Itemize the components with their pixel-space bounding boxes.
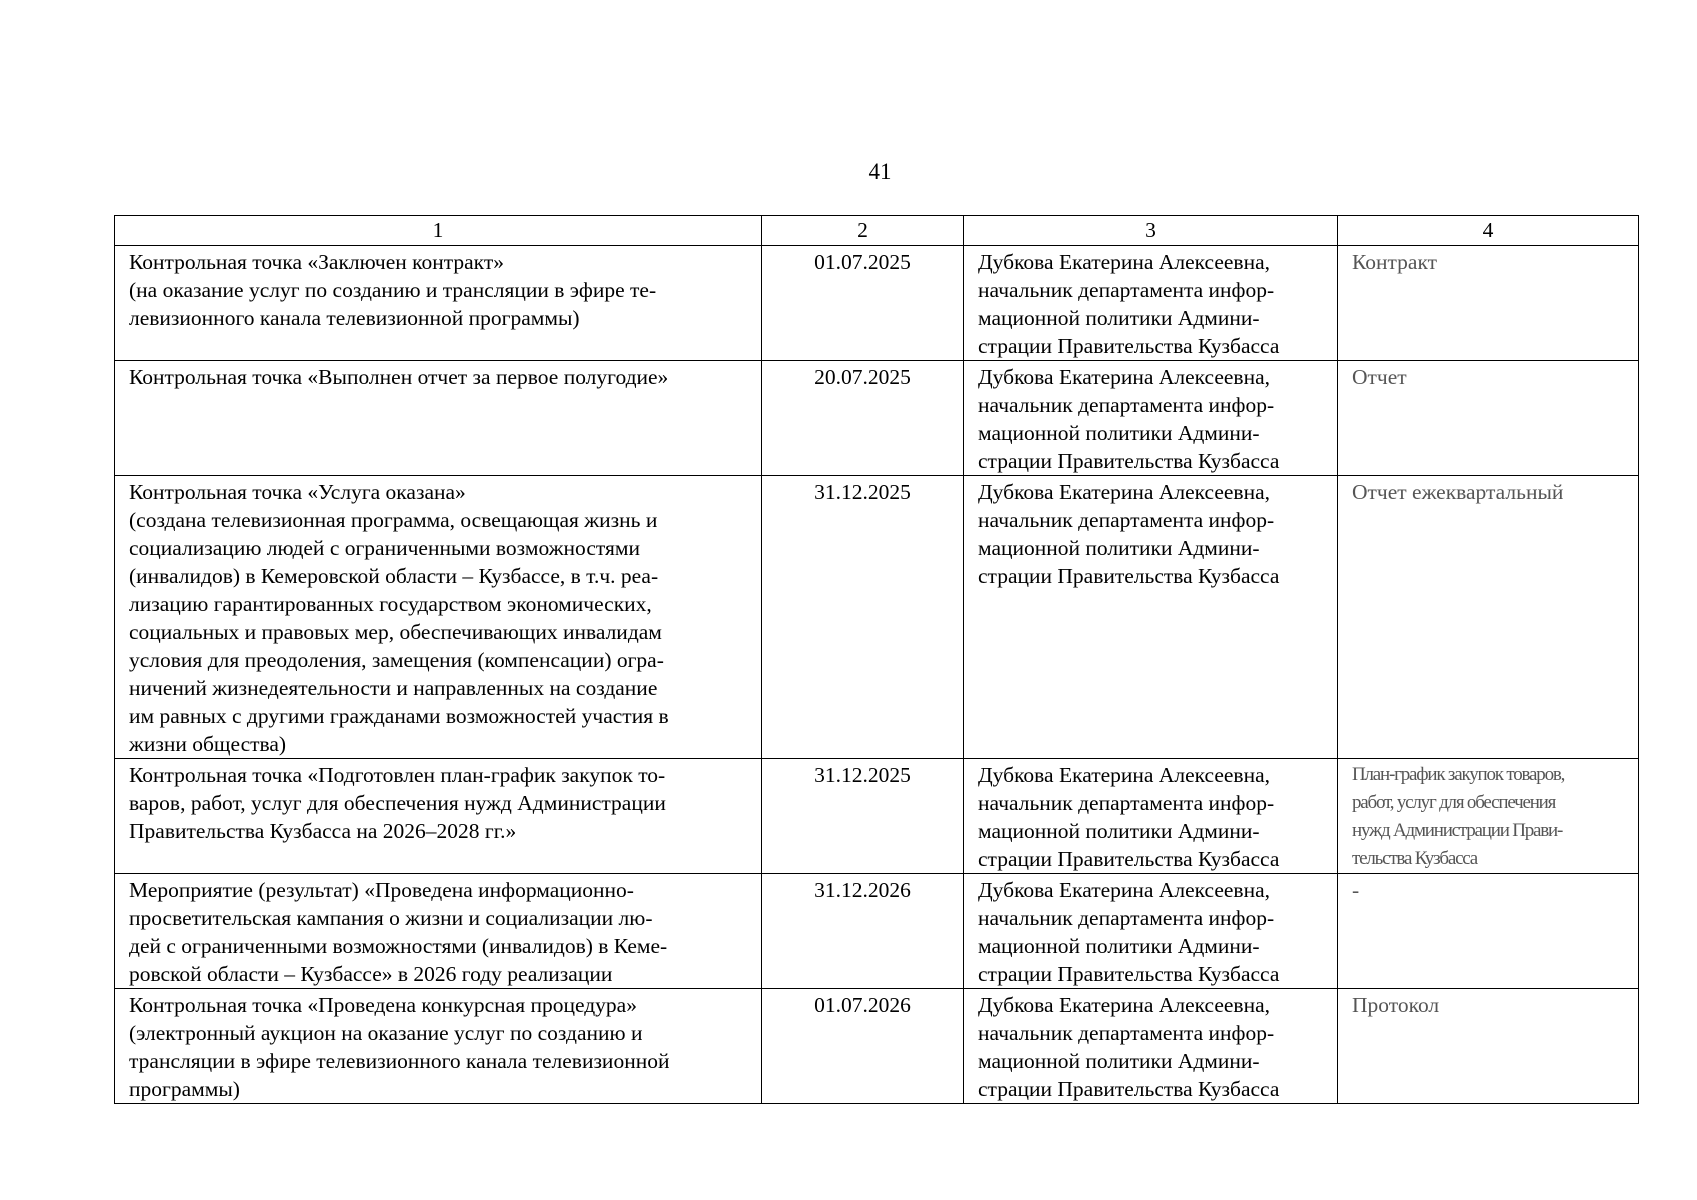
responsible-cell-line: страции Правительства Кузбасса xyxy=(978,962,1280,986)
date-cell xyxy=(762,361,964,476)
description-cell-line: социализацию людей с ограниченными возможностями xyxy=(129,536,640,560)
description-cell xyxy=(115,989,762,1104)
header-col-2: 2 xyxy=(762,216,964,246)
responsible-cell-line: страции Правительства Кузбасса xyxy=(978,847,1280,871)
table-row xyxy=(115,361,1639,476)
responsible-cell-line: Дубкова Екатерина Алексеевна, xyxy=(978,480,1270,504)
description-cell-line: Контрольная точка «Заключен контракт» xyxy=(129,250,504,274)
responsible-cell xyxy=(964,874,1338,989)
result-cell-line: тельства Кузбасса xyxy=(1352,848,1478,869)
result-cell xyxy=(1338,874,1639,989)
description-cell-line: (электронный аукцион на оказание услуг по созданию и xyxy=(129,1021,643,1045)
responsible-cell-line: страции Правительства Кузбасса xyxy=(978,449,1280,473)
result-cell xyxy=(1338,476,1639,759)
responsible-cell-line: начальник департамента инфор- xyxy=(978,791,1275,815)
result-cell-line: - xyxy=(1352,878,1360,902)
plan-table xyxy=(114,215,1639,1104)
table-row xyxy=(115,759,1639,874)
header-col-4: 4 xyxy=(1338,216,1639,246)
responsible-cell-line: Дубкова Екатерина Алексеевна, xyxy=(978,365,1270,389)
table-row xyxy=(115,246,1639,361)
description-cell-line: ровской области – Кузбассе» в 2026 году реализации xyxy=(129,962,613,986)
description-cell-line: лизацию гарантированных государством экономических, xyxy=(129,592,652,616)
table-row xyxy=(115,874,1639,989)
date-value: 31.12.2026 xyxy=(814,878,911,902)
description-cell xyxy=(115,874,762,989)
description-cell-line: Контрольная точка «Проведена конкурсная процедура» xyxy=(129,993,637,1017)
result-cell-line: Протокол xyxy=(1352,993,1440,1017)
header-col-3: 3 xyxy=(964,216,1338,246)
responsible-cell xyxy=(964,476,1338,759)
description-cell-line: трансляции в эфире телевизионного канала телевизионной xyxy=(129,1049,670,1073)
result-cell xyxy=(1338,759,1639,874)
date-value: 31.12.2025 xyxy=(814,480,911,504)
responsible-cell-line: мационной политики Админи- xyxy=(978,934,1260,958)
description-cell-line: (инвалидов) в Кемеровской области – Кузбассе, в т.ч. реа- xyxy=(129,564,659,588)
result-cell xyxy=(1338,989,1639,1104)
description-cell xyxy=(115,476,762,759)
description-cell-line: левизионного канала телевизионной программы) xyxy=(129,306,580,330)
responsible-cell-line: начальник департамента инфор- xyxy=(978,393,1275,417)
responsible-cell-line: Дубкова Екатерина Алексеевна, xyxy=(978,993,1270,1017)
responsible-cell-line: начальник департамента инфор- xyxy=(978,1021,1275,1045)
responsible-cell xyxy=(964,361,1338,476)
header-col-1: 1 xyxy=(115,216,762,246)
description-cell xyxy=(115,246,762,361)
date-cell xyxy=(762,874,964,989)
result-cell-line: План-график закупок товаров, xyxy=(1352,764,1565,785)
description-cell-line: (на оказание услуг по созданию и трансляции в эфире те- xyxy=(129,278,657,302)
date-cell xyxy=(762,476,964,759)
responsible-cell xyxy=(964,759,1338,874)
responsible-cell xyxy=(964,246,1338,361)
date-value: 31.12.2025 xyxy=(814,763,911,787)
responsible-cell-line: начальник департамента инфор- xyxy=(978,278,1275,302)
table-row xyxy=(115,476,1639,759)
responsible-cell-line: Дубкова Екатерина Алексеевна, xyxy=(978,878,1270,902)
description-cell-line: Контрольная точка «Подготовлен план-график закупок то- xyxy=(129,763,666,787)
responsible-cell-line: мационной политики Админи- xyxy=(978,306,1260,330)
description-cell xyxy=(115,361,762,476)
description-cell-line: социальных и правовых мер, обеспечивающих инвалидам xyxy=(129,620,662,644)
description-cell-line: им равных с другими гражданами возможностей участия в xyxy=(129,704,669,728)
description-cell-line: Мероприятие (результат) «Проведена информационно- xyxy=(129,878,634,902)
description-cell-line: Правительства Кузбасса на 2026–2028 гг.» xyxy=(129,819,517,843)
responsible-cell-line: мационной политики Админи- xyxy=(978,421,1260,445)
description-cell xyxy=(115,759,762,874)
responsible-cell-line: страции Правительства Кузбасса xyxy=(978,334,1280,358)
description-cell-line: ничений жизнедеятельности и направленных на создание xyxy=(129,676,658,700)
date-value: 01.07.2026 xyxy=(814,993,911,1017)
date-cell xyxy=(762,989,964,1104)
responsible-cell-line: страции Правительства Кузбасса xyxy=(978,1077,1280,1101)
date-value: 20.07.2025 xyxy=(814,365,911,389)
date-value: 01.07.2025 xyxy=(814,250,911,274)
description-cell-line: варов, работ, услуг для обеспечения нужд Администрации xyxy=(129,791,666,815)
date-cell xyxy=(762,246,964,361)
page-number: 41 xyxy=(868,159,892,184)
result-cell-line: Отчет ежеквартальный xyxy=(1352,480,1564,504)
result-cell xyxy=(1338,246,1639,361)
description-cell-line: Контрольная точка «Услуга оказана» xyxy=(129,480,466,504)
responsible-cell-line: начальник департамента инфор- xyxy=(978,906,1275,930)
description-cell-line: (создана телевизионная программа, освещающая жизнь и xyxy=(129,508,658,532)
date-cell xyxy=(762,759,964,874)
description-cell-line: дей с ограниченными возможностями (инвалидов) в Кеме- xyxy=(129,934,668,958)
table-body xyxy=(115,246,1639,1104)
description-cell-line: просветительская кампания о жизни и социализации лю- xyxy=(129,906,653,930)
result-cell-line: работ, услуг для обеспечения xyxy=(1352,792,1556,813)
responsible-cell-line: мационной политики Админи- xyxy=(978,819,1260,843)
responsible-cell-line: мационной политики Админи- xyxy=(978,1049,1260,1073)
responsible-cell xyxy=(964,989,1338,1104)
result-cell xyxy=(1338,361,1639,476)
responsible-cell-line: мационной политики Админи- xyxy=(978,536,1260,560)
description-cell-line: условия для преодоления, замещения (компенсации) огра- xyxy=(129,648,664,672)
responsible-cell-line: начальник департамента инфор- xyxy=(978,508,1275,532)
responsible-cell-line: Дубкова Екатерина Алексеевна, xyxy=(978,763,1270,787)
responsible-cell-line: Дубкова Екатерина Алексеевна, xyxy=(978,250,1270,274)
description-cell-line: жизни общества) xyxy=(129,732,287,756)
responsible-cell-line: страции Правительства Кузбасса xyxy=(978,564,1280,588)
result-cell-line: нужд Администрации Прави- xyxy=(1352,820,1563,841)
table-row xyxy=(115,989,1639,1104)
description-cell-line: Контрольная точка «Выполнен отчет за первое полугодие» xyxy=(129,365,669,389)
description-cell-line: программы) xyxy=(129,1077,240,1101)
result-cell-line: Отчет xyxy=(1352,365,1407,389)
header-row xyxy=(115,216,1639,246)
result-cell-line: Контракт xyxy=(1352,250,1438,274)
